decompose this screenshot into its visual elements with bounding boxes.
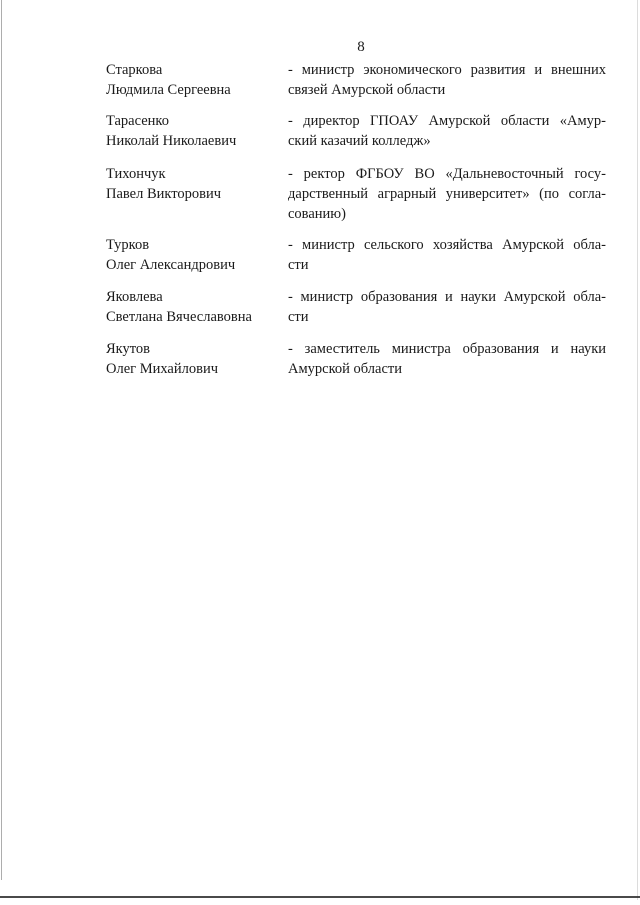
member-name	[106, 287, 288, 339]
member-name	[106, 339, 288, 389]
member-position	[288, 60, 606, 111]
position-line: Амурской области	[288, 361, 402, 377]
member-position	[288, 339, 606, 389]
position-line: - министр сельского хозяйства Амурской обла-	[288, 237, 606, 253]
position-line: - директор ГПОАУ Амурской области «Амур-	[288, 113, 606, 129]
member-surname: Тарасенко	[106, 113, 169, 129]
list-item	[106, 111, 606, 164]
member-given-names: Павел Викторович	[106, 186, 222, 202]
member-surname: Яковлева	[106, 289, 163, 305]
member-name	[106, 111, 288, 164]
position-line: - министр образования и науки Амурской обла-	[288, 289, 606, 305]
list-item	[106, 339, 606, 389]
member-given-names: Николай Николаевич	[106, 133, 237, 149]
position-line: дарственный аграрный университет» (по согла-	[288, 186, 606, 202]
page-number: 8	[357, 39, 365, 55]
member-name	[106, 60, 288, 111]
scan-edge-left	[1, 0, 2, 880]
members-list	[106, 60, 606, 389]
position-line: сти	[288, 309, 309, 325]
member-surname: Тихончук	[106, 166, 166, 182]
member-given-names: Олег Михайлович	[106, 361, 219, 377]
position-line: ский казачий колледж»	[288, 133, 431, 149]
member-given-names: Олег Александрович	[106, 257, 236, 273]
position-line: сованию)	[288, 206, 346, 222]
scan-edge-bottom	[0, 896, 640, 898]
member-name	[106, 235, 288, 287]
member-given-names: Людмила Сергеевна	[106, 82, 231, 98]
list-item	[106, 287, 606, 339]
position-line: - заместитель министра образования и науки	[288, 341, 606, 357]
member-position	[288, 235, 606, 287]
member-position	[288, 287, 606, 339]
member-position	[288, 111, 606, 164]
list-item	[106, 164, 606, 235]
scan-edge-right	[637, 0, 638, 900]
position-line: сти	[288, 257, 309, 273]
list-item	[106, 235, 606, 287]
list-item	[106, 60, 606, 111]
position-line: связей Амурской области	[288, 82, 446, 98]
position-line: - министр экономического развития и внешних	[288, 62, 606, 78]
member-surname: Турков	[106, 237, 150, 253]
position-line: - ректор ФГБОУ ВО «Дальневосточный госу-	[288, 166, 606, 182]
member-surname: Старкова	[106, 62, 163, 78]
member-position	[288, 164, 606, 235]
member-surname: Якутов	[106, 341, 151, 357]
member-name	[106, 164, 288, 235]
member-given-names: Светлана Вячеславовна	[106, 309, 252, 325]
